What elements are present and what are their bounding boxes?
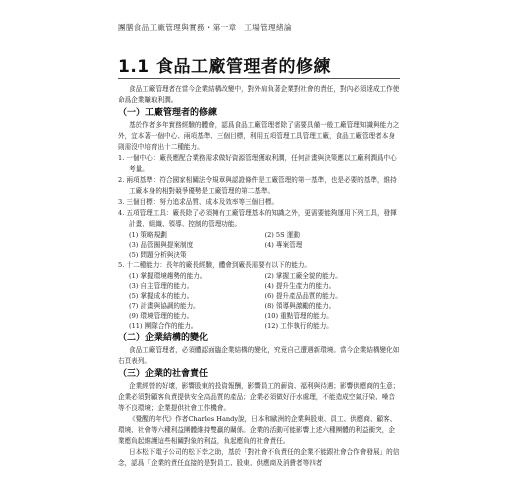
list-item: 3. 三個目標：努力追求品質、成本及效率等三個目標。 — [118, 198, 279, 206]
tool-item: (4) 專案管理 — [264, 241, 303, 249]
tool-item: (2) 5S 運動 — [264, 231, 300, 239]
tool-item — [265, 250, 401, 260]
ability-item: (3) 自主管理的能力。 — [129, 282, 194, 290]
abilities-list — [129, 271, 400, 331]
ability-item: (9) 環境管理的能力。 — [129, 312, 194, 320]
list-item: 5. 十二種能力：長年的廠長經驗，體會到廠長需要有以下的能力。 — [118, 261, 312, 269]
subsection-heading-1: （一）工廠管理者的修練 — [118, 108, 218, 118]
paragraph: 《覺醒的年代》作者Charles Handy說，日本和歐洲的企業與股東、員工、供應商、顧客、環境、社會等六種利益團體維持雙贏的關係。企業的活動可能影響上述六種團體的利益衝突，企業應負起維護這些相關對象的利益，負起應負的社會責任。 — [118, 415, 397, 445]
title-rule — [118, 78, 400, 79]
ability-item: (11) 團隊合作的能力。 — [129, 322, 198, 330]
list-item: 1. 一個中心：廠長應配合業務需求做好資源管理獲取利潤，任何計畫與決策應以工廠利潤爲中心考量。 — [118, 154, 397, 173]
ability-item: (1) 掌握環境趨勢的能力。 — [129, 272, 207, 280]
ability-item: (12) 工作執行的能力。 — [264, 322, 333, 330]
ability-item: (7) 計畫與協調的能力。 — [129, 302, 200, 310]
ability-item: (6) 提升產品品質的能力。 — [264, 292, 342, 300]
tool-item: (1) 策略規劃 — [129, 231, 167, 239]
tools-list — [129, 230, 400, 260]
paragraph: 企業經營的好壞，影響股東的投資報酬，影響員工的薪資、福利與待遇；影響供應商的生意；企業必須對顧客負責提供安全高品質的產品；企業必須做好汙水處理，不能造成空氣汙染、噪音等不良環境；企業提供社會工作機會。 — [118, 382, 400, 412]
subsection-heading-3: （三）企業的社會責任 — [118, 369, 209, 379]
list-item: 4. 五項管理工具：廠長除了必須擁有工廠管理基本的知識之外，更需要能夠運用下列工具，發揮計畫、組織、領導、控制的管理功能。 — [118, 209, 397, 228]
tool-item: (5) 問題分析與決策 — [129, 251, 187, 259]
paragraph: 食品工廠管理者，必須體認面臨企業結構的變化，究竟自己遭遇新環境。當今企業結構變化如右頁表列。 — [118, 346, 400, 365]
section-title: 1.1 食品工廠管理者的修練 — [118, 57, 332, 77]
ability-item: (4) 提升生產力的能力。 — [264, 282, 336, 290]
paragraph: 基於作者多年實務經驗的體會，認爲食品工廠管理者除了需要具備一般工廠管理知識與能力之外，宜本著一個中心、兩項基準、三個目標，利用五項管理工具管理工廠，食品工廠管理者本身則需沒中培育出十二種能力。 — [118, 121, 400, 151]
ability-item: (10) 重點管理的能力。 — [264, 312, 333, 320]
subsection-heading-2: （二）企業結構的變化 — [118, 333, 209, 343]
paragraph: 日本松下電子公司的松下幸之助，基於「對社會不負責任的企業不能跟社會合作會發展」的信念，認爲「企業的責任直接的是對員工、股東、供應商及消費者等四者 — [118, 448, 400, 467]
body-text — [118, 84, 400, 469]
list-item: 2. 兩項基準：符合國家相關法令規章與認證條件是工廠管理的第一基準，也是必要的基準，維持工廠本身的相對競爭優勢是工廠管理的第二基準。 — [118, 176, 397, 195]
intro-paragraph: 食品工廠管理者在當今企業結構改變中，對外肩負著企業對社會的責任，對內必須達成工作使命爲企業賺取利潤。 — [118, 85, 400, 104]
ability-item: (2) 掌握工廠全貌的能力。 — [264, 272, 342, 280]
ability-item: (8) 領導與激勵的能力。 — [264, 302, 336, 310]
tool-item: (3) 品管圈與提案制度 — [129, 241, 194, 249]
running-header: 團膳食品工廠管理與實務・第一章 工場管理緒論 — [118, 23, 292, 32]
ability-item: (5) 掌握成本的能力。 — [129, 292, 194, 300]
